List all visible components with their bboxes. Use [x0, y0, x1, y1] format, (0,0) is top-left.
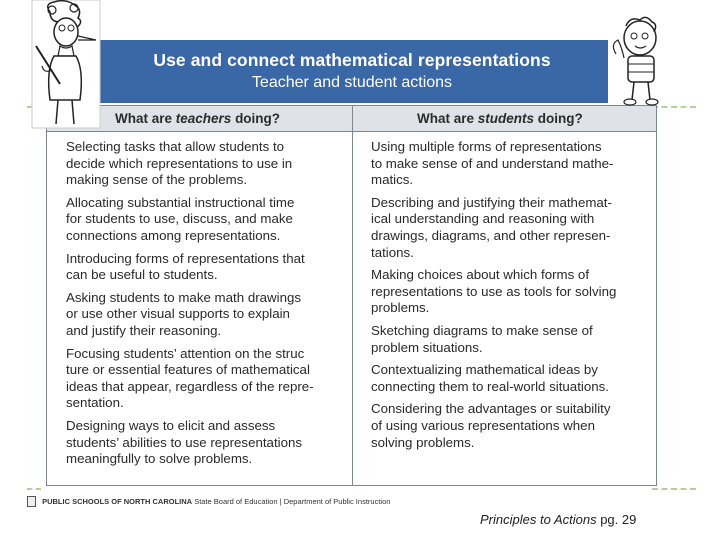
teacher-action: Focusing students’ attention on the struc ture or essential features of mathematical ideas that appear, regardless of the repre- sentation. — [66, 345, 314, 411]
teacher-action: Introducing forms of representations that can be useful to students. — [66, 250, 305, 283]
decorative-dash-line — [652, 106, 696, 108]
student-action: Considering the advantages or suitability of using various representations when solving problems. — [371, 401, 611, 450]
footer-board: State Board of Education | Department of Public Instruction — [194, 497, 391, 506]
student-action: Sketching diagrams to make sense of problem situations. — [371, 322, 593, 355]
teacher-action: Allocating substantial instructional time for students to use, discuss, and make connections among representations. — [66, 194, 295, 243]
student-action: Describing and justifying their mathemat- ical understanding and reasoning with drawings, diagrams, and other represen- tations. — [371, 194, 612, 260]
footer-logo — [27, 496, 427, 512]
students-column — [371, 139, 653, 457]
decorative-dash-line — [652, 488, 696, 490]
teacher-action: Asking students to make math drawings or use other visual supports to explain and justify their reasoning. — [66, 289, 302, 338]
header-text: doing? — [231, 111, 281, 126]
actions-table — [46, 105, 657, 486]
decorative-dash-line — [27, 488, 41, 490]
citation — [480, 512, 636, 527]
student-action: Making choices about which forms of representations to use as tools for solving problems. — [371, 267, 617, 316]
citation-page: pg. 29 — [596, 512, 637, 527]
student-action: Contextualizing mathematical ideas by connecting them to real-world situations. — [371, 362, 609, 394]
header-emphasis: students — [477, 111, 535, 126]
footer-org: PUBLIC SCHOOLS OF NORTH CAROLINA — [42, 497, 193, 506]
teachers-column-header — [115, 111, 280, 126]
header-text: What are — [115, 111, 176, 126]
column-divider — [352, 106, 353, 485]
state-seal-icon — [27, 496, 36, 507]
student-action: Using multiple forms of representations to make sense of and understand mathe- matics. — [371, 139, 614, 188]
header-text: doing? — [534, 111, 583, 126]
teacher-action: Designing ways to elicit and assess students’ abilities to use representations meaningfully to solve problems. — [66, 417, 303, 467]
title-banner — [96, 40, 608, 103]
citation-title: Principles to Actions — [480, 512, 597, 527]
page-subtitle: Teacher and student actions — [251, 74, 453, 91]
teacher-clipart-icon — [30, 0, 102, 130]
header-emphasis: teachers — [175, 111, 232, 126]
teachers-column — [66, 139, 346, 474]
page-title: Use and connect mathematical representations — [153, 50, 551, 70]
teacher-action: Selecting tasks that allow students to decide which representations to use in making sense of the problems. — [66, 139, 293, 188]
student-clipart-icon — [606, 14, 670, 106]
header-text: What are — [417, 111, 478, 126]
students-column-header — [417, 111, 583, 126]
